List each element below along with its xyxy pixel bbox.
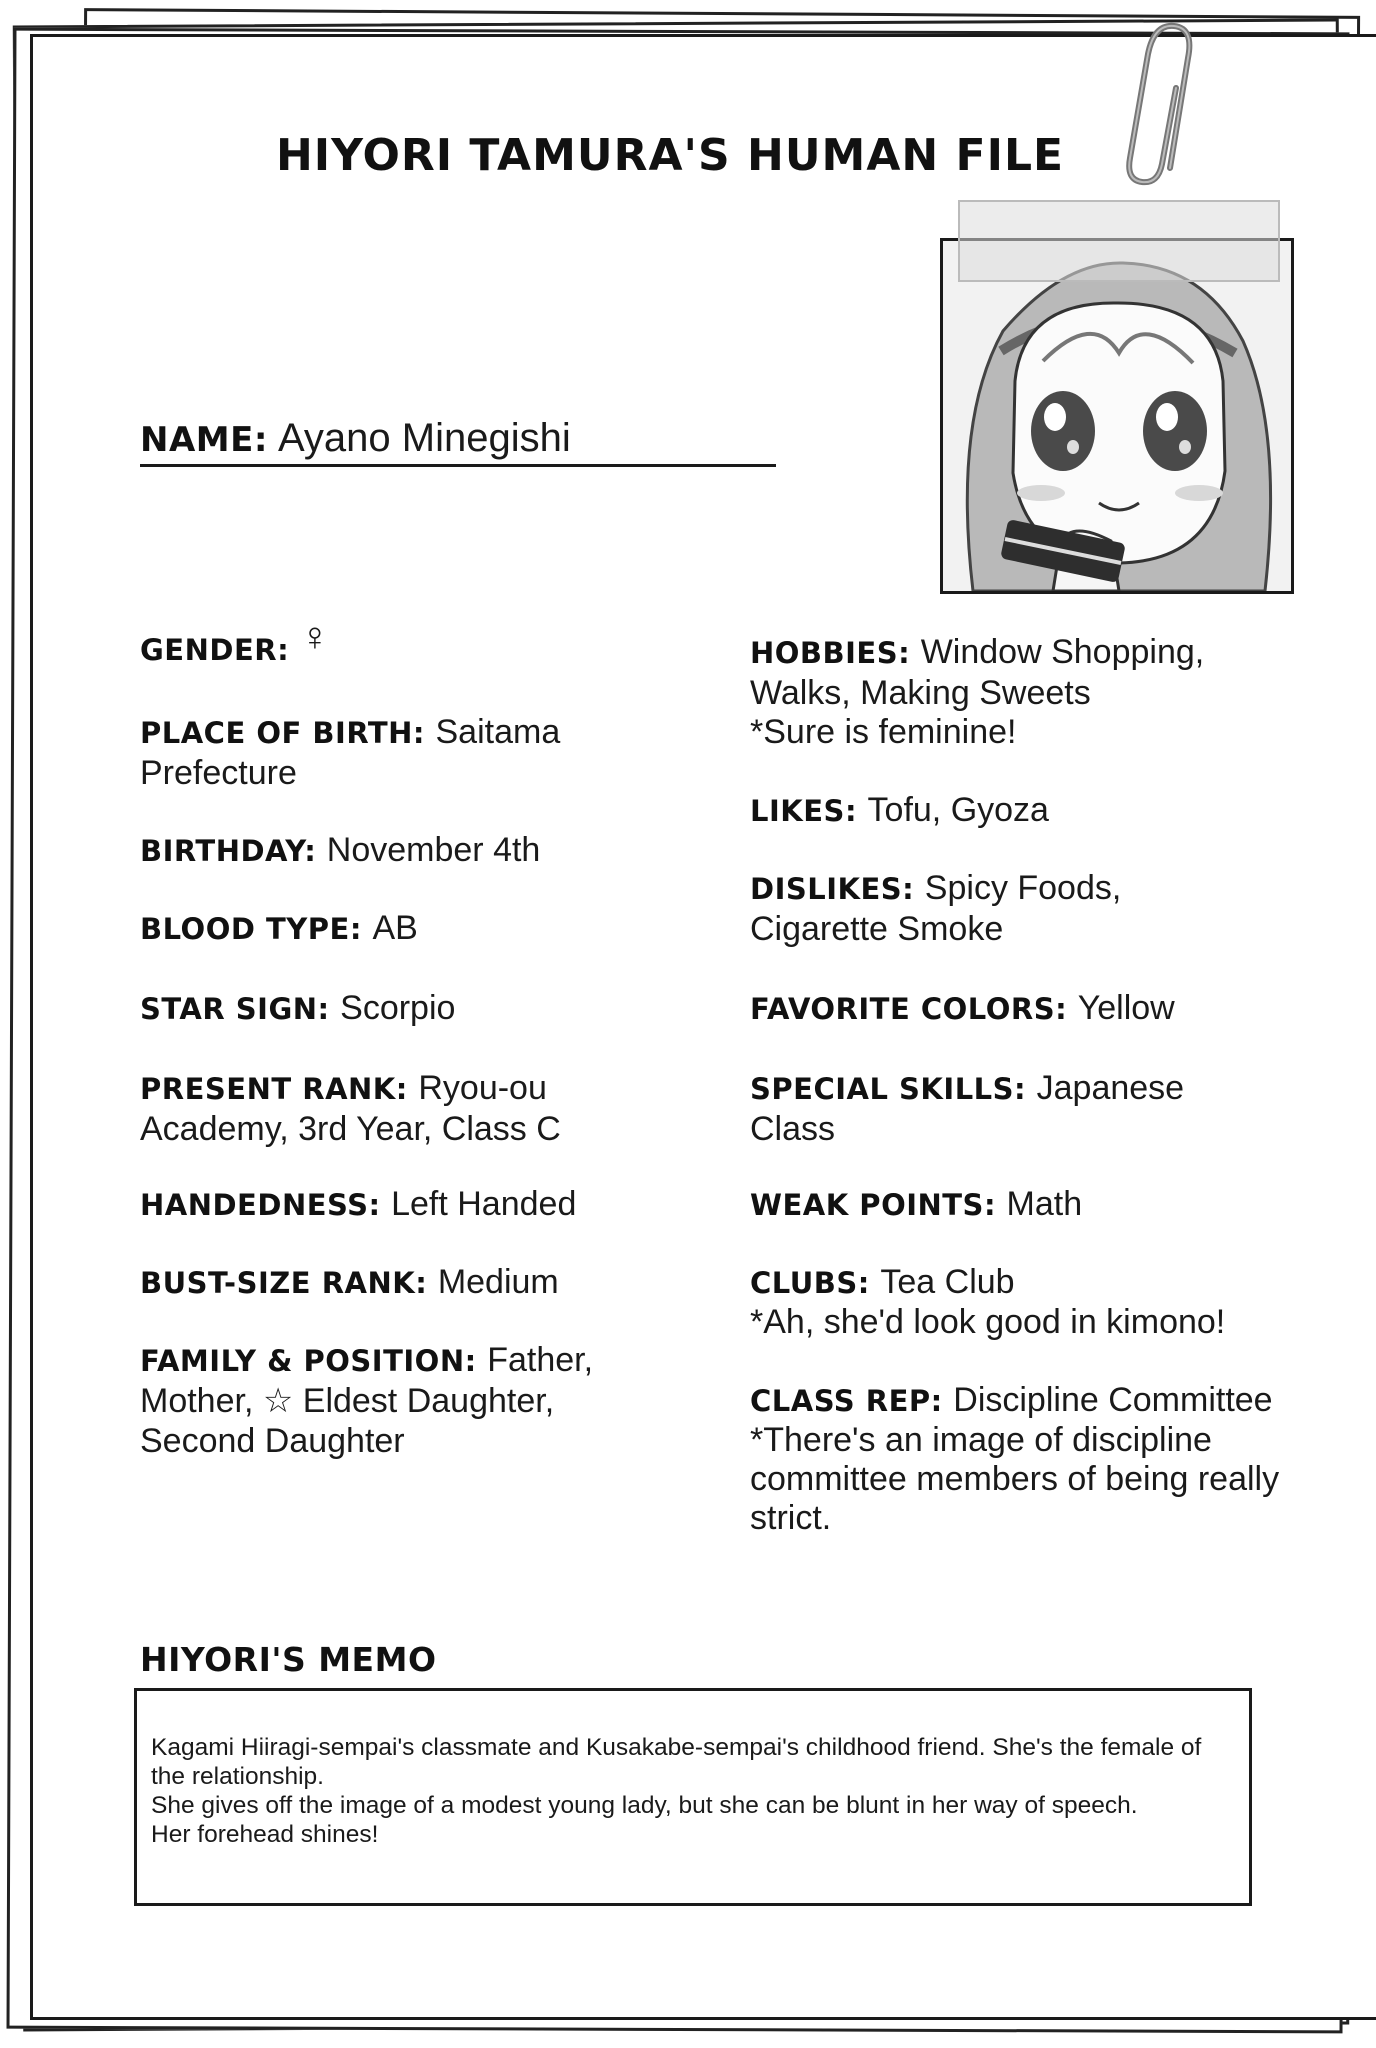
field-value: Scorpio: [340, 989, 456, 1027]
field-blood-type: [140, 908, 700, 949]
field-label: HOBBIES:: [750, 636, 911, 670]
field-note: *There's an image of discipline committee members of being really strict.: [750, 1421, 1280, 1537]
memo-line: Her forehead shines!: [151, 1821, 379, 1848]
field-present-rank: [140, 1068, 660, 1149]
field-value: Yellow: [1077, 989, 1175, 1027]
field-value: Discipline Committee: [953, 1381, 1273, 1419]
field-note: *Ah, she'd look good in kimono!: [750, 1303, 1226, 1341]
field-value: Left Handed: [391, 1185, 577, 1223]
field-value: November 4th: [326, 831, 541, 869]
field-value: Spicy Foods, Cigarette Smoke: [750, 869, 1122, 948]
field-value: Japanese Class: [750, 1069, 1185, 1148]
field-class-rep: [750, 1380, 1290, 1538]
field-value: Saitama Prefecture: [140, 713, 561, 792]
field-favorite-colors: [750, 988, 1280, 1029]
field-label: STAR SIGN:: [140, 992, 330, 1026]
field-label: BLOOD TYPE:: [140, 912, 362, 946]
field-likes: [750, 790, 1280, 831]
field-label: CLUBS:: [750, 1266, 870, 1300]
field-label: PRESENT RANK:: [140, 1072, 408, 1106]
field-special-skills: [750, 1068, 1270, 1149]
field-label: BUST-SIZE RANK:: [140, 1266, 428, 1300]
field-hobbies: [750, 632, 1280, 752]
field-gender: [140, 615, 700, 670]
memo-title: HIYORI'S MEMO: [140, 1640, 437, 1679]
field-label: HANDEDNESS:: [140, 1188, 381, 1222]
field-note: *Sure is feminine!: [750, 713, 1017, 751]
field-birthday: [140, 830, 700, 871]
field-family-position: [140, 1340, 660, 1461]
memo-line: She gives off the image of a modest young lady, but she can be blunt in her way of speech.: [151, 1792, 1138, 1819]
page-title: HIYORI TAMURA'S HUMAN FILE: [275, 130, 1065, 181]
character-portrait: [940, 238, 1294, 594]
field-value: Window Shopping, Walks, Making Sweets: [750, 633, 1205, 712]
name-field: [140, 412, 776, 467]
field-value: AB: [372, 909, 418, 947]
field-label: DISLIKES:: [750, 872, 915, 906]
field-weak-points: [750, 1184, 1280, 1225]
character-portrait-illustration: [943, 241, 1291, 591]
field-value: Tea Club: [880, 1263, 1015, 1301]
tape-strip: [958, 200, 1280, 282]
field-label: WEAK POINTS:: [750, 1188, 997, 1222]
field-label: FAVORITE COLORS:: [750, 992, 1068, 1026]
field-place-of-birth: [140, 712, 620, 793]
name-value: Ayano Minegishi: [277, 416, 571, 460]
field-value: Tofu, Gyoza: [867, 791, 1049, 829]
field-label: SPECIAL SKILLS:: [750, 1072, 1027, 1106]
field-clubs: [750, 1262, 1310, 1342]
female-symbol-icon: ♀: [299, 615, 330, 659]
field-star-sign: [140, 988, 700, 1029]
memo-box: [134, 1688, 1252, 1906]
field-value: Math: [1006, 1185, 1083, 1223]
field-dislikes: [750, 868, 1210, 949]
field-value: Father, Mother, ☆ Eldest Daughter, Second Daughter: [140, 1341, 594, 1460]
field-handedness: [140, 1184, 700, 1225]
memo-line: Kagami Hiiragi-sempai's classmate and Kusakabe-sempai's childhood friend. She's the female of the relationship.: [151, 1734, 1202, 1790]
field-value: Medium: [437, 1263, 559, 1301]
field-label: LIKES:: [750, 794, 858, 828]
field-label: PLACE OF BIRTH:: [140, 716, 425, 750]
field-label: CLASS REP:: [750, 1384, 943, 1418]
name-label: NAME:: [140, 420, 268, 460]
field-label: GENDER:: [140, 633, 290, 667]
field-label: FAMILY & POSITION:: [140, 1344, 477, 1378]
field-label: BIRTHDAY:: [140, 834, 317, 868]
field-bust-size-rank: [140, 1262, 700, 1303]
field-value: Ryou-ou Academy, 3rd Year, Class C: [140, 1069, 561, 1148]
